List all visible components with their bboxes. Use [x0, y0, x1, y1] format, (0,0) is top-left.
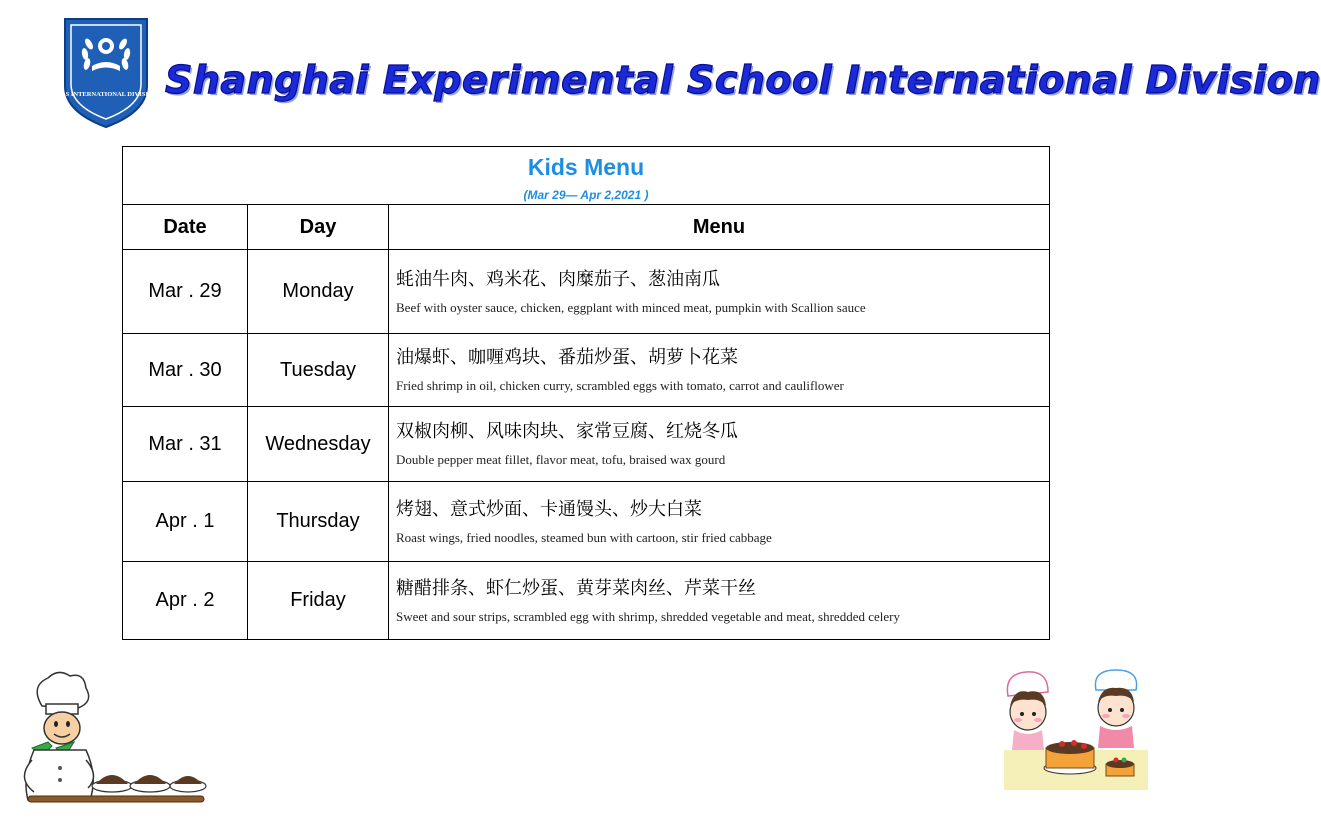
row-menu	[389, 482, 1050, 562]
row-day: Friday	[248, 562, 389, 640]
table-row	[123, 482, 1050, 562]
menu-english: Fried shrimp in oil, chicken curry, scrambled eggs with tomato, carrot and cauliflower	[396, 378, 844, 393]
column-header-menu: Menu	[389, 205, 1050, 250]
girls-baking-illustration	[1000, 668, 1152, 792]
menu-english: Double pepper meat fillet, flavor meat, tofu, braised wax gourd	[396, 452, 726, 467]
menu-title-cell	[123, 147, 1050, 205]
row-menu	[389, 562, 1050, 640]
menu-english: Beef with oyster sauce, chicken, eggplant with minced meat, pumpkin with Scallion sauce	[396, 299, 866, 315]
row-date: Apr . 1	[123, 482, 248, 562]
menu-chinese: 油爆虾、咖喱鸡块、番茄炒蛋、胡萝卜花菜	[396, 347, 738, 368]
row-day: Thursday	[248, 482, 389, 562]
row-date: Apr . 2	[123, 562, 248, 640]
table-row	[123, 250, 1050, 334]
school-title: Shanghai Experimental School International Division	[165, 58, 1321, 102]
table-row	[123, 562, 1050, 640]
menu-english: Roast wings, fried noodles, steamed bun with cartoon, stir fried cabbage	[396, 529, 772, 545]
menu-chinese: 蚝油牛肉、鸡米花、肉糜茄子、葱油南瓜	[396, 268, 720, 290]
menu-date-range: (Mar 29— Apr 2,2021 )	[523, 188, 649, 202]
row-day: Monday	[248, 250, 389, 334]
column-header-date: Date	[123, 205, 248, 250]
table-row	[123, 407, 1050, 482]
menu-table	[122, 146, 1050, 640]
row-menu	[389, 407, 1050, 482]
menu-chinese: 糖醋排条、虾仁炒蛋、黄芽菜肉丝、芹菜干丝	[396, 577, 756, 599]
menu-chinese: 双椒肉柳、风味肉块、家常豆腐、红烧冬瓜	[396, 421, 738, 442]
row-menu	[389, 334, 1050, 407]
menu-english: Sweet and sour strips, scrambled egg with shrimp, shredded vegetable and meat, shredded celery	[396, 608, 900, 624]
school-logo	[54, 16, 158, 130]
menu-chinese: 烤翅、意式炒面、卡通馒头、炒大白菜	[396, 498, 702, 520]
menu-title: Kids Menu	[527, 154, 645, 180]
table-row	[123, 334, 1050, 407]
column-header-day: Day	[248, 205, 389, 250]
row-date: Mar . 30	[123, 334, 248, 407]
row-date: Mar . 29	[123, 250, 248, 334]
row-day: Wednesday	[248, 407, 389, 482]
chef-illustration	[12, 668, 212, 820]
logo-text: S.E.S INTERNATIONAL DIVISION	[54, 91, 158, 98]
row-day: Tuesday	[248, 334, 389, 407]
row-date: Mar . 31	[123, 407, 248, 482]
row-menu	[389, 250, 1050, 334]
